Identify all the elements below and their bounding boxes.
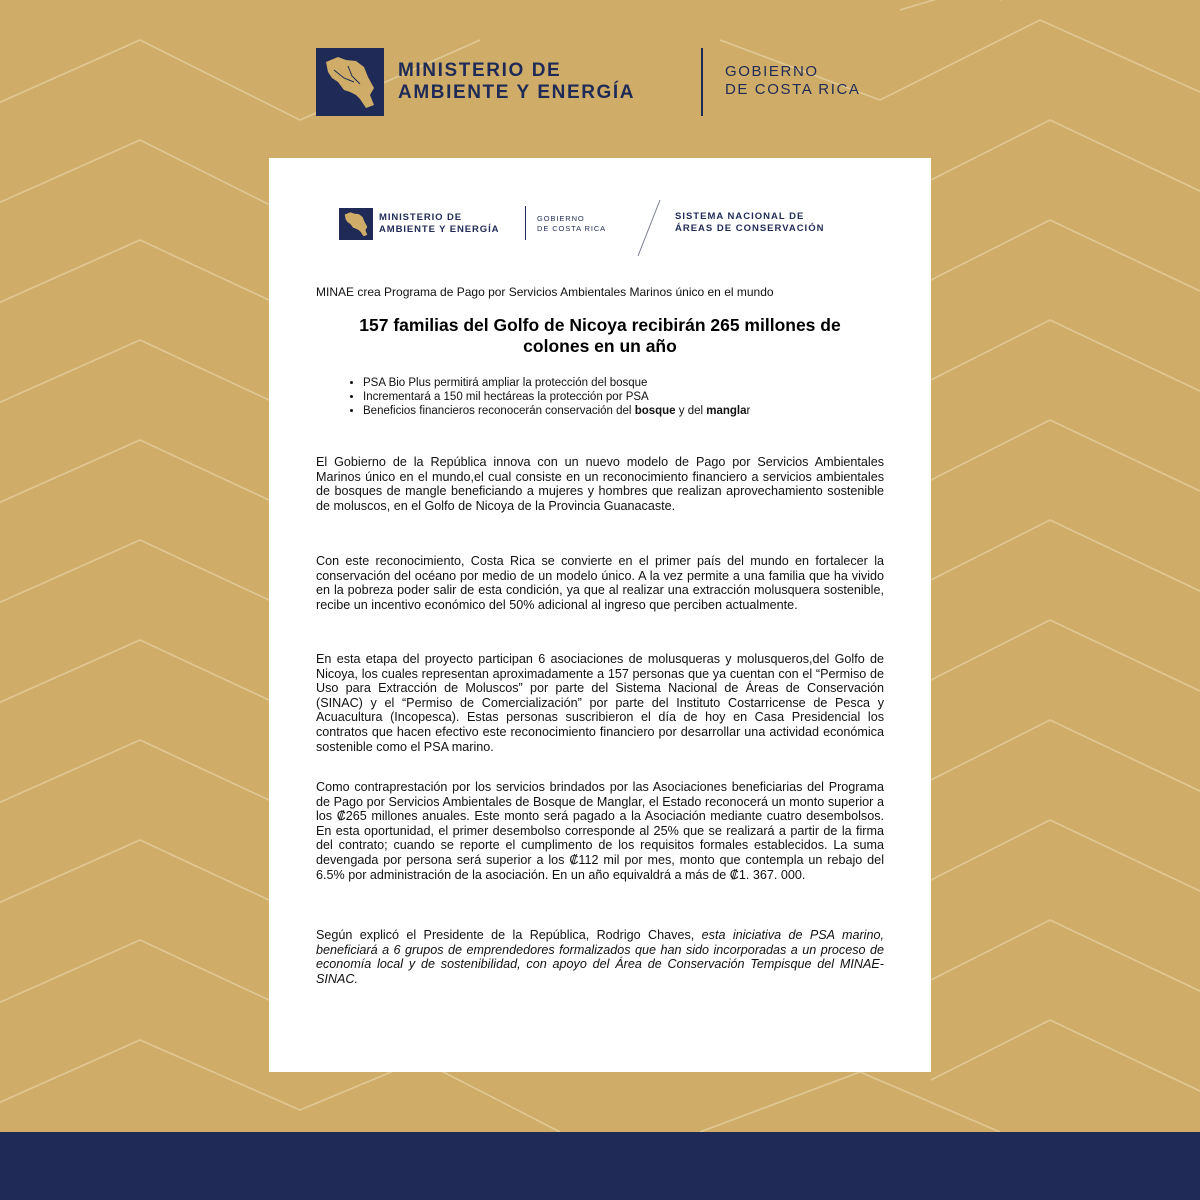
headline: [309, 315, 891, 357]
highlight-bold-bosque: bosque: [634, 405, 676, 417]
doc-ministry-line-1: MINISTERIO DE: [379, 212, 462, 223]
doc-ministry-line-2: AMBIENTE Y ENERGÍA: [379, 224, 500, 235]
highlight-bold-manglar: mangla: [706, 405, 747, 417]
headline-line-1: 157 familias del Golfo de Nicoya recibirán 265 millones de: [359, 315, 841, 335]
sinac-line-1: SISTEMA NACIONAL DE: [675, 211, 805, 222]
doc-costa-rica-emblem: [339, 208, 373, 240]
header-logo: [316, 48, 916, 118]
costa-rica-map-icon: [316, 48, 384, 116]
doc-gov-line-2: DE COSTA RICA: [537, 224, 607, 233]
body-paragraph-2: Con este reconocimiento, Costa Rica se convierte en el primer país del mundo en fortalecer la conservación del océano por medio de un modelo único. A la vez permite a una familia que ha vivido en la pobreza poder salir de esta condición, ya que al realizar una extracción molusquera sostenible, recibe un incentivo económico del 50% adicional al ingreso que perciben actualmente.: [316, 554, 884, 612]
body-paragraph-1: El Gobierno de la República innova con un nuevo modelo de Pago por Servicios Ambientales Marinos único en el mundo,el cual consiste en un reconocimiento financiero a servicios ambientales de bosques de mangle beneficiando a mujeres y hombres que realizan aprovechamiento sostenible de moluscos, en el Golfo de Nicoya de la Provincia Guanacaste.: [316, 455, 884, 513]
costa-rica-map-emblem: [316, 48, 384, 116]
gov-line-1: GOBIERNO: [725, 63, 819, 80]
highlight-text: Beneficios financieros reconocerán conservación del: [363, 405, 635, 417]
doc-logo-divider: [525, 206, 526, 240]
headline-line-2: colones en un año: [523, 336, 677, 356]
press-release-document: [269, 158, 931, 1072]
highlight-text: r: [746, 405, 751, 417]
ministry-line-1: MINISTERIO DE: [398, 60, 562, 81]
ministry-line-2: AMBIENTE Y ENERGÍA: [398, 82, 636, 103]
paragraph-5-text: Según explicó el Presidente de la República, Rodrigo Chaves,: [316, 928, 702, 942]
doc-gov-line-1: GOBIERNO: [537, 214, 585, 223]
highlights-list: [337, 376, 883, 418]
doc-government-name: [537, 214, 606, 234]
government-name: [725, 63, 861, 99]
footer-band: [0, 1132, 1200, 1200]
body-paragraph-3: En esta etapa del proyecto participan 6 asociaciones de molusqueras y molusqueros,del Golfo de Nicoya, los cuales representan aproximadamente a 157 personas que ya cuentan con el “Permiso de Uso para Extracción de Moluscos” por parte del Sistema Nacional de Áreas de Conservación (SINAC) y el “Permiso de Comercialización” por parte del Instituto Costarricense de Pesca y Acuacultura (Incopesca). Estas personas suscribieron el día de hoy en Casa Presidencial los contratos que hacen efectivo este reconocimiento financiero por desarrollar una actividad económica sostenible como el PSA marino.: [316, 652, 884, 754]
doc-slash-divider: [634, 198, 664, 258]
highlight-item: • Incrementará a 150 mil hectáreas la protección por PSA: [363, 390, 883, 404]
doc-costa-rica-map-icon: [339, 208, 373, 240]
doc-ministry-name: [379, 212, 499, 236]
kicker-text: MINAE crea Programa de Pago por Servicios Ambientales Marinos único en el mundo: [316, 285, 774, 299]
ministry-name: [398, 60, 635, 104]
body-paragraph-5: [316, 928, 884, 986]
document-logos: [339, 198, 899, 268]
highlight-item: [363, 404, 883, 418]
paragraph-5-quote: esta iniciativa de PSA marino, beneficiará a 6 grupos de emprendedores formalizados que han sido incorporadas a un proceso de economía local y de sostenibilidad, con apoyo del Área de Conservación Tempisque del MINAE-SINAC.: [316, 928, 884, 986]
gov-line-2: DE COSTA RICA: [725, 81, 861, 98]
logo-divider: [701, 48, 703, 116]
body-paragraph-4: Como contraprestación por los servicios brindados por las Asociaciones beneficiarias del Programa de Pago por Servicios Ambientales de Bosque de Manglar, el Estado reconocerá un monto superior a los ₡265 millones anuales. Este monto será pagado a la Asociación mediante cuatro desembolsos. En esta oportunidad, el primer desembolso corresponde al 25% que se realizará a partir de la firma del contrato; cuando se reporte el cumplimento de los requisitos formales establecidos. La suma devengada por persona será superior a los ₡112 mil por mes, monto que contempla un rebajo del 6.5% por administración de la asociación. En un año equivaldrá a más de ₡1. 367. 000.: [316, 780, 884, 882]
highlight-item: • PSA Bio Plus permitirá ampliar la protección del bosque: [363, 376, 883, 390]
sinac-name: [675, 211, 824, 235]
sinac-line-2: ÁREAS DE CONSERVACIÓN: [675, 223, 825, 234]
highlight-text: y del: [675, 405, 707, 417]
